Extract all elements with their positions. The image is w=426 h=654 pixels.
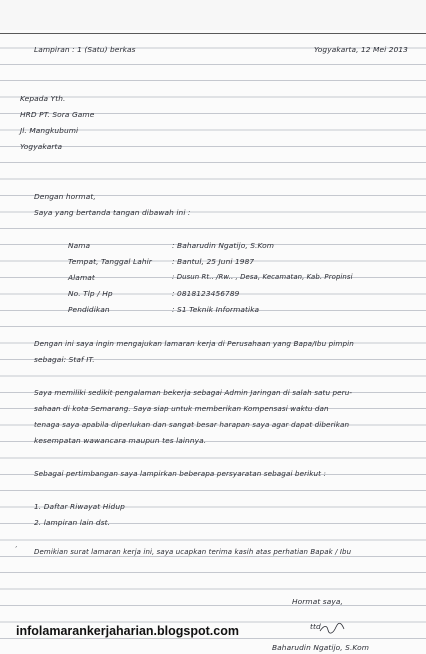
identity-value: : 0818123456789 [172, 289, 240, 298]
body-line: tenaga saya apabila diperlukan dan sangat besar harapan saya agar dapat diberikan [34, 420, 350, 429]
body-line: Dengan ini saya ingin mengajukan lamaran kerja di Perusahaan yang Bapa/Ibu pimpin [34, 339, 354, 348]
body-line: sebagai: Staf IT. [34, 355, 95, 364]
body-line: Sebagai pertimbangan saya lampirkan beberapa persyaratan sebagai berikut : [34, 469, 327, 478]
signature-ttd: ttd [310, 622, 321, 631]
top-rule [0, 33, 426, 34]
margin-tick: ˊ [14, 545, 18, 554]
closing-line: Demikian surat lamaran kerja ini, saya ucapkan terima kasih atas perhatian Bapak / Ibu [34, 548, 352, 556]
identity-label: Nama [68, 241, 91, 250]
watermark-url: infolamarankerjaharian.blogspot.com [16, 624, 239, 638]
signature-scribble-icon [318, 620, 346, 636]
recipient-line: Yogyakarta [20, 142, 63, 151]
body-line: kesempatan wawancara maupun tes lainnya. [34, 436, 207, 445]
recipient-line: Jl. Mangkubumi [20, 126, 79, 135]
intro-line: Saya yang bertanda tangan dibawah ini : [34, 208, 191, 217]
list-item: 1. Daftar Riwayat Hidup [34, 502, 125, 511]
signature-greeting: Hormat saya, [292, 597, 343, 606]
identity-value: : Baharudin Ngatijo, S.Kom [172, 241, 275, 250]
lampiran-line: Lampiran : 1 (Satu) berkas [34, 45, 136, 54]
body-line: sahaan di kota Semarang. Saya siap untuk memberikan Kompensasi waktu dan [34, 404, 329, 413]
place-date: Yogyakarta, 12 Mei 2013 [314, 45, 408, 54]
identity-label: No. Tlp / Hp [68, 289, 113, 298]
identity-value: : Dusun Rt.. /Rw.. , Desa, Kecamatan, Kab. Propinsi [172, 273, 353, 281]
identity-label: Pendidikan [68, 305, 110, 314]
identity-label: Alamat [68, 273, 95, 282]
recipient-line: HRD PT. Sora Game [20, 110, 95, 119]
identity-label: Tempat, Tanggal Lahir [68, 257, 152, 266]
salutation: Dengan hormat, [34, 192, 96, 201]
identity-value: : S1 Teknik Informatika [172, 305, 260, 314]
body-line: Saya memiliki sedikit pengalaman bekerja sebagai Admin Jaringan di salah satu peru- [34, 388, 353, 397]
list-item: 2. lampiran lain dst. [34, 518, 111, 527]
identity-value: : Bantul, 25 Juni 1987 [172, 257, 255, 266]
scan-top-band [0, 0, 426, 30]
recipient-line: Kepada Yth. [20, 94, 66, 103]
signatory-name: Baharudin Ngatijo, S.Kom [272, 643, 370, 652]
